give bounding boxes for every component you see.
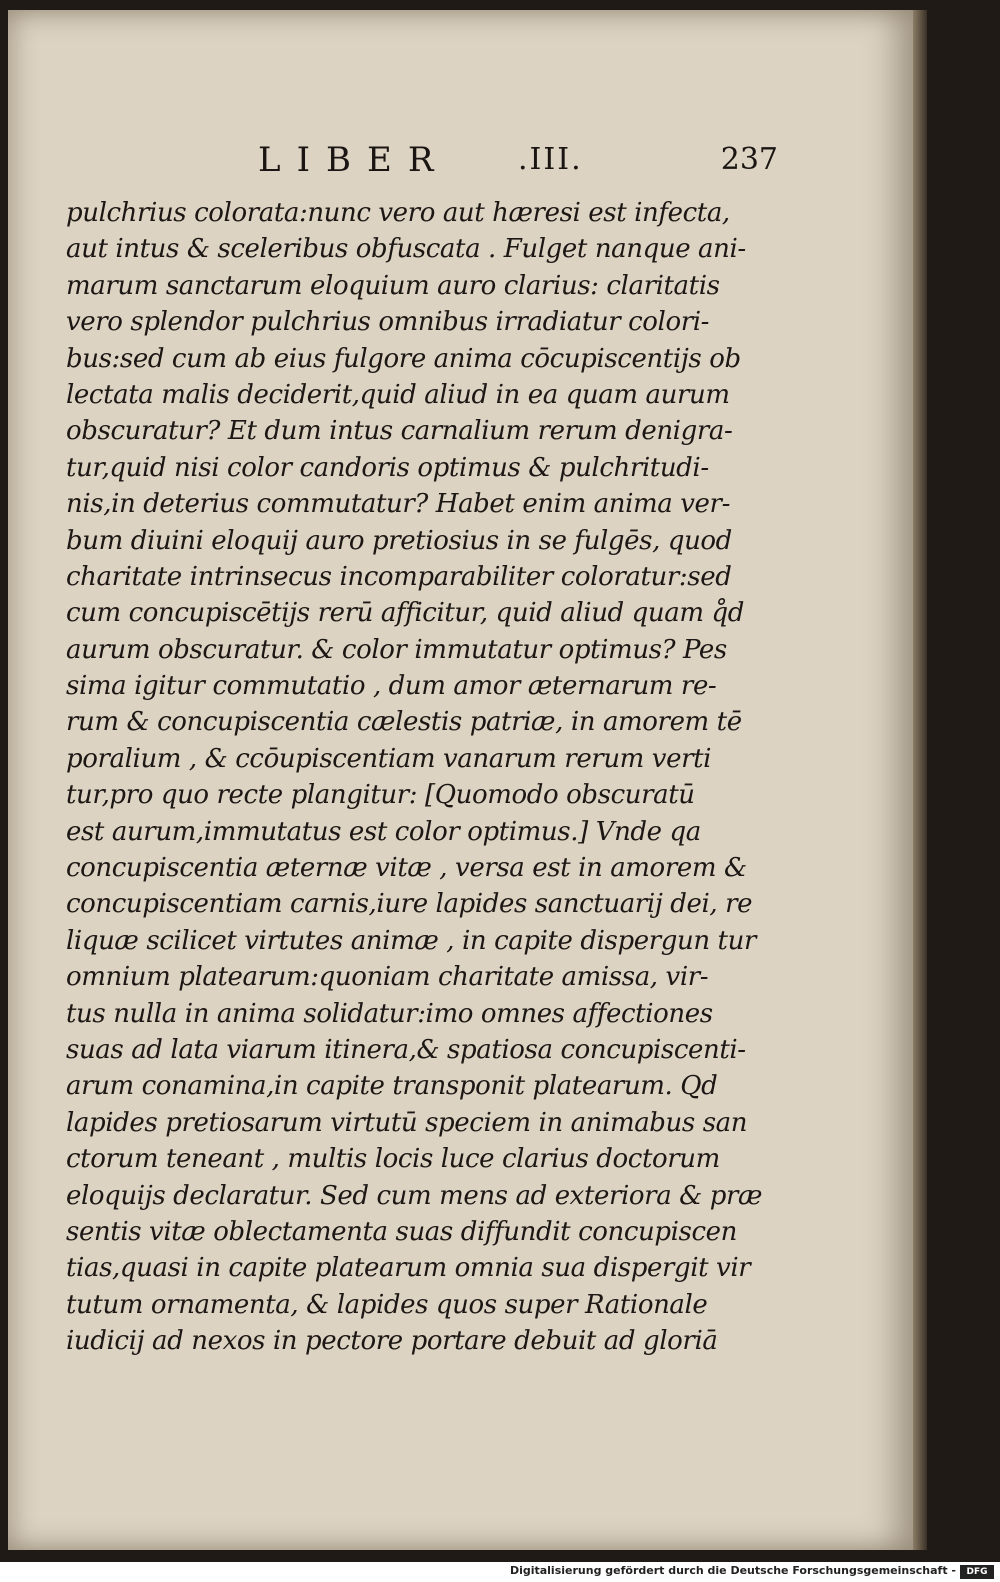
text-line: bum diuini eloquij auro pretiosius in se fulgēs, quod: [66, 525, 732, 556]
text-line: eloquijs declaratur. Sed cum mens ad exteriora & præ: [66, 1180, 763, 1211]
text-line: aut intus & sceleribus obfuscata . Fulget nanque ani-: [66, 234, 746, 265]
footer: [0, 1562, 1000, 1582]
page-header: [68, 140, 778, 180]
book-page: [8, 10, 913, 1550]
text-line: tur,quid nisi color candoris optimus & pulchritudi-: [66, 452, 709, 483]
text-line: lapides pretiosarum virtutū speciem in animabus san: [66, 1107, 748, 1138]
text-line: omnium platearum:quoniam charitate amissa, vir-: [66, 962, 709, 993]
text-line: tus nulla in anima solidatur:imo omnes affectiones: [66, 998, 713, 1029]
text-line: est aurum,immutatus est color optimus.] Vnde qa: [66, 816, 701, 847]
page-edge: [913, 10, 927, 1550]
text-line: concupiscentiam carnis,iure lapides sanctuarij dei, re: [66, 889, 753, 920]
text-line: liquæ scilicet virtutes animæ , in capite dispergun tur: [66, 925, 756, 956]
text-line: vero splendor pulchrius omnibus irradiatur colori-: [66, 307, 710, 338]
text-line: bus:sed cum ab eius fulgore anima cōcupiscentijs ob: [66, 343, 741, 374]
text-line: ctorum teneant , multis locis luce clarius doctorum: [66, 1144, 720, 1175]
text-line: pulchrius colorata:nunc vero aut hæresi est infecta,: [66, 198, 730, 228]
text-line: tias,quasi in capite platearum omnia sua dispergit vir: [66, 1253, 751, 1284]
text-line: concupiscentia æternæ vitæ , versa est in amorem &: [66, 853, 747, 884]
text-line: sima igitur commutatio , dum amor æternarum re-: [66, 671, 717, 702]
text-line: poralium , & ccōupiscentiam vanarum rerum verti: [66, 743, 712, 774]
page-number: 237: [720, 142, 778, 177]
text-line: suas ad lata viarum itinera,& spatiosa concupiscenti-: [66, 1034, 746, 1065]
text-line: aurum obscuratur. & color immutatur optimus? Pes: [66, 634, 727, 665]
text-line: arum conamina,in capite transponit platearum. Qd: [66, 1071, 718, 1102]
text-line: nis,in deterius commutatur? Habet enim anima ver-: [66, 489, 730, 520]
text-line: tur,pro quo recte plangitur: [Quomodo obscuratū: [66, 780, 695, 811]
funding-notice: Digitalisierung gefördert durch die Deutsche Forschungsgemeinschaft -: [509, 1564, 956, 1577]
text-line: cum concupiscētijs rerū afficitur, quid aliud quam q̊d: [66, 598, 744, 629]
text-line: sentis vitæ oblectamenta suas diffundit concupiscen: [66, 1216, 737, 1247]
text-line: iudicij ad nexos in pectore portare debuit ad gloriā: [66, 1326, 718, 1357]
body-text: [66, 195, 786, 1360]
text-line: rum & concupiscentia cælestis patriæ, in amorem tē: [66, 707, 742, 738]
book-number: .III.: [518, 142, 583, 177]
text-line: tutum ornamenta, & lapides quos super Rationale: [66, 1289, 708, 1320]
dfg-logo: DFG: [960, 1565, 994, 1579]
running-title: LIBER: [258, 140, 450, 180]
text-line: charitate intrinsecus incomparabiliter coloratur:sed: [66, 561, 732, 592]
text-line: marum sanctarum eloquium auro clarius: claritatis: [66, 270, 720, 301]
text-line: obscuratur? Et dum intus carnalium rerum denigra-: [66, 416, 733, 447]
text-line: lectata malis deciderit,quid aliud in ea quam aurum: [66, 379, 730, 410]
